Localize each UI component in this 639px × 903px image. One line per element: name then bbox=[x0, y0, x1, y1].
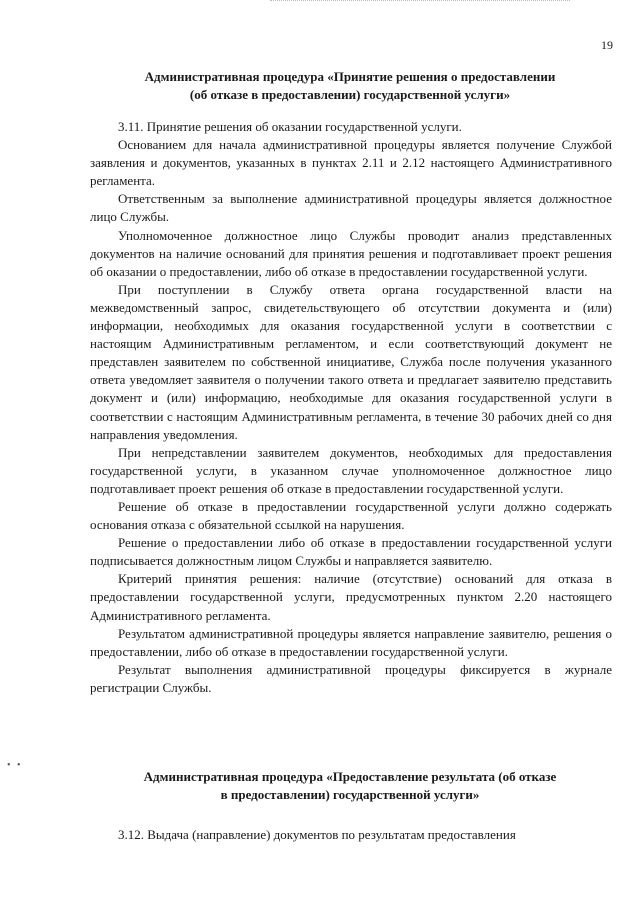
paragraph: Результат выполнения административной процедуры фиксируется в журнале регистрации Службы. bbox=[90, 661, 612, 695]
procedure-heading-decision bbox=[90, 68, 610, 104]
heading-line-2: в предоставлении) государственной услуги» bbox=[220, 787, 480, 802]
paragraph: Ответственным за выполнение административной процедуры является должностное лицо Службы. bbox=[90, 191, 612, 225]
paragraph: Уполномоченное должностное лицо Службы проводит анализ представленных документов на наличие оснований для принятия решения и подготавливает проект решения об оказании о предоставлении, либо об отказе в предоставлении государственной услуги. bbox=[90, 227, 612, 279]
paragraph: При поступлении в Службу ответа органа государственной власти на межведомственный запрос, свидетельствующего об отсутствии документа и (или) информации, необходимых для оказания государственной услуги в соответствии с настоящим Административным регламентом, и если соответствующий документ не представлен заявителем по собственной инициативе, Служба после получения указанного ответа уведомляет заявителя о получении такого ответа и предлагает заявителю представить документ и (или) информацию, необходимые для оказания государственной услуги в соответствии с настоящим Административным регламента, в течение 30 рабочих дней со дня направления уведомления. bbox=[90, 281, 612, 442]
paragraph: Результатом административной процедуры является направление заявителю, решения о предоставлении, либо об отказе в предоставлении государственной услуги. bbox=[90, 625, 612, 659]
paragraph: Критерий принятия решения: наличие (отсутствие) оснований для отказа в предоставлении государственной услуги, предусмотренных пунктом 2.20 настоящего Административного регламента. bbox=[90, 571, 612, 623]
paragraph: Решение об отказе в предоставлении государственной услуги должно содержать основания отказа с обязательной ссылкой на нарушения. bbox=[90, 498, 612, 533]
heading-line-2: (об отказе в предоставлении) государственной услуги» bbox=[189, 87, 511, 102]
scan-artifact-line bbox=[270, 0, 570, 3]
page-number: 19 bbox=[601, 38, 613, 52]
section-3-11-body bbox=[90, 118, 612, 697]
paragraph: Решение о предоставлении либо об отказе в предоставлении государственной услуги подписывается должностным лицом Службы и направляется заявителю. bbox=[90, 535, 612, 569]
heading-line-1: Административная процедура «Предоставление результата (об отказе bbox=[143, 769, 557, 784]
paragraph: При непредставлении заявителем документов, необходимых для предоставления государственной услуги, в указанном случае уполномоченное должностное лицо подготавливает проект решения об отказе в предоставлении государственной услуги. bbox=[90, 444, 612, 496]
paragraph: Основанием для начала административной процедуры является получение Службой заявления и документов, указанных в пунктах 2.11 и 2.12 настоящего Административного регламента. bbox=[90, 137, 612, 189]
paragraph: 3.12. Выдача (направление) документов по результатам предоставления bbox=[118, 827, 516, 842]
section-3-12-body bbox=[90, 826, 612, 844]
heading-line-1: Административная процедура «Принятие решения о предоставлении bbox=[144, 69, 556, 84]
procedure-heading-result bbox=[90, 768, 610, 804]
paragraph: 3.11. Принятие решения об оказании государственной услуги. bbox=[118, 119, 462, 134]
margin-dots-mark: • • bbox=[7, 760, 23, 771]
